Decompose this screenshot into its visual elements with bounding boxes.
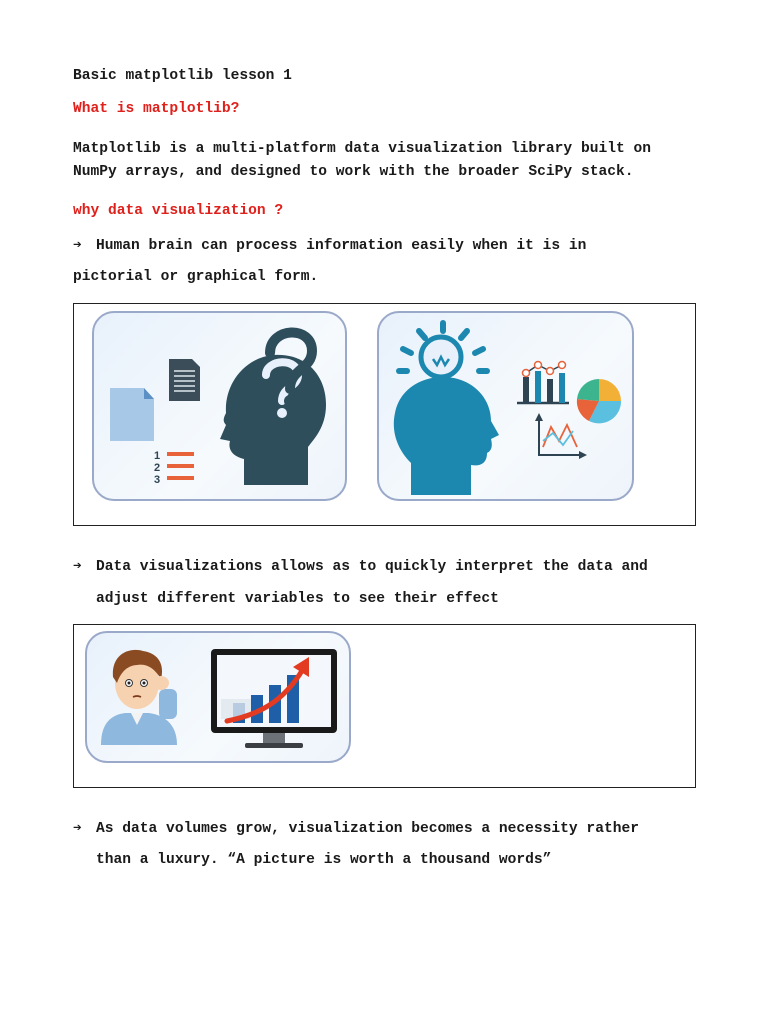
text-document-icon xyxy=(169,359,200,401)
bullet-1-line-1 xyxy=(73,236,586,254)
pie-chart-icon xyxy=(577,379,621,423)
bullet-1-text: Human brain can process information easily when it is in xyxy=(96,238,587,254)
arrow-bullet-icon: ➔ xyxy=(73,821,82,837)
arrow-bullet-icon: ➔ xyxy=(73,559,82,575)
monitor-growth-chart-icon xyxy=(211,649,337,748)
bar-chart-icon xyxy=(517,362,569,404)
question-head-icon xyxy=(220,355,326,485)
bullet-3-text: As data volumes grow, visualization becomes a necessity rather xyxy=(96,821,639,837)
intro-paragraph-line-2: NumPy arrays, and designed to work with the broader SciPy stack. xyxy=(73,164,634,180)
bullet-2-line-2: adjust different variables to see their effect xyxy=(96,591,499,607)
lightbulb-head-card xyxy=(377,311,634,501)
document-icon xyxy=(110,388,154,441)
bullet-2-line-1 xyxy=(73,557,648,575)
thinking-man-illustration xyxy=(87,633,349,761)
bullet-1-line-2: pictorial or graphical form. xyxy=(73,269,319,285)
confused-head-card xyxy=(92,311,347,501)
lightbulb-head-icon xyxy=(394,337,499,495)
line-chart-icon xyxy=(535,413,587,459)
bullet-3-line-1 xyxy=(73,819,639,837)
figure-brain-visuals xyxy=(73,303,696,526)
arrow-bullet-icon: ➔ xyxy=(73,238,82,254)
bullet-3-line-2: than a luxury. “A picture is worth a thousand words” xyxy=(96,852,552,868)
document-title: Basic matplotlib lesson 1 xyxy=(73,68,292,84)
lightbulb-head-illustration xyxy=(379,313,632,499)
svg-text:3: 3 xyxy=(154,474,161,486)
confused-head-illustration xyxy=(94,313,345,499)
figure-thinking-analysis xyxy=(73,624,696,788)
heading-why-data-visualization: why data visualization ? xyxy=(73,203,284,219)
svg-text:2: 2 xyxy=(154,462,161,474)
svg-text:1: 1 xyxy=(154,450,161,462)
bullet-2-text: Data visualizations allows as to quickly interpret the data and xyxy=(96,559,648,575)
heading-what-is-matplotlib: What is matplotlib? xyxy=(73,101,240,117)
thinking-man-card xyxy=(85,631,351,763)
numbered-list-icon xyxy=(154,450,194,486)
thinking-man-icon xyxy=(101,650,177,745)
intro-paragraph-line-1: Matplotlib is a multi-platform data visualization library built on xyxy=(73,141,652,157)
